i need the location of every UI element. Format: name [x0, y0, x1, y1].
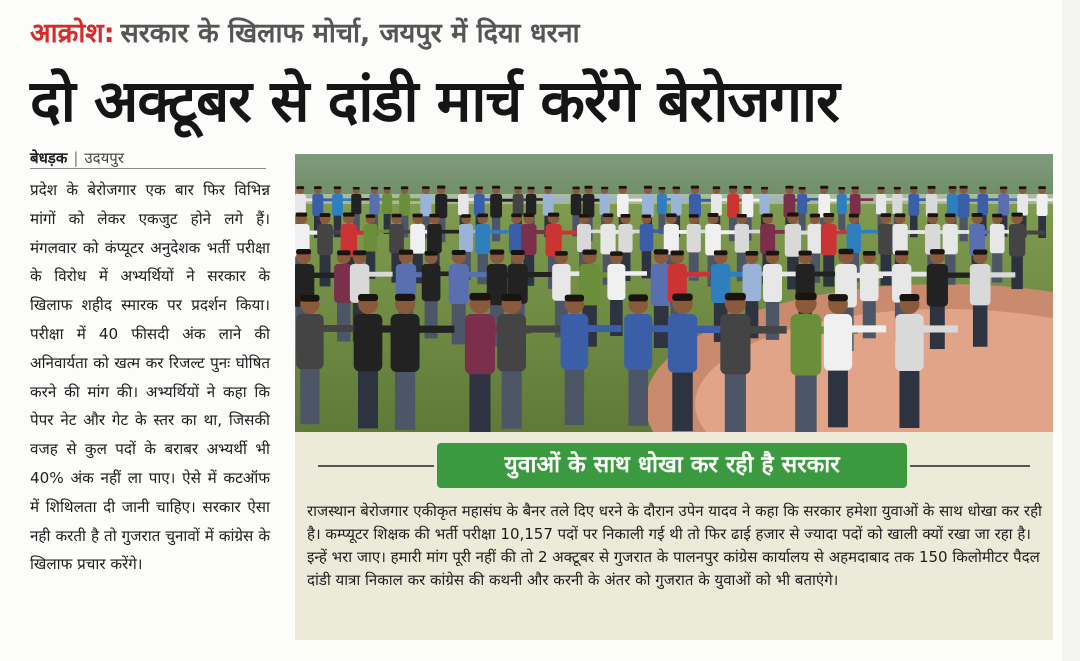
- person-hair: [469, 293, 490, 301]
- person-hair: [658, 187, 665, 189]
- person-hair: [713, 186, 721, 189]
- person-body: [459, 224, 473, 252]
- person-hair: [689, 214, 699, 218]
- person-hair: [619, 186, 627, 189]
- person-hair: [565, 295, 584, 302]
- person-hair: [620, 214, 630, 218]
- person-hair: [945, 213, 956, 217]
- person-hair: [384, 187, 391, 190]
- person-body: [785, 224, 801, 257]
- person-body: [422, 264, 441, 301]
- person-hair: [863, 251, 876, 256]
- person-hair: [353, 250, 367, 255]
- person-arm: [1047, 198, 1053, 201]
- person-body: [727, 194, 739, 218]
- person-hair: [579, 214, 589, 218]
- person-hair: [910, 186, 918, 189]
- person-hair: [823, 213, 834, 217]
- subhead-rule-right: [910, 465, 1030, 467]
- person-body: [490, 194, 502, 218]
- person-arm: [627, 199, 642, 202]
- person-body: [742, 194, 754, 217]
- person-body: [668, 314, 697, 373]
- person-hair: [320, 213, 331, 217]
- person-legs: [973, 303, 987, 346]
- byline-separator: |: [73, 149, 79, 167]
- person-hair: [795, 292, 817, 300]
- person-hair: [337, 250, 351, 255]
- person-body: [1037, 194, 1048, 216]
- person-body: [908, 194, 919, 216]
- person-arm: [553, 198, 567, 201]
- person-hair: [979, 187, 986, 190]
- person-arm: [813, 272, 838, 277]
- person-hair: [300, 295, 319, 302]
- person-hair: [460, 187, 467, 190]
- person-body: [354, 314, 383, 371]
- person-body: [389, 224, 404, 253]
- person-body: [617, 194, 629, 217]
- person-hair: [881, 213, 892, 217]
- box-paragraph: राजस्थान बेरोजगार एकीकृत महासंघ के बैनर तले दिए धरने के दौरान उपेन यादव ने कहा कि सरकार हमेशा युवाओं के साथ धोखा कर रही है। कम्प्यूटर शिक्षक की भर्ती परीक्षा 10,157 पदों पर निकाली गई थी तो फिर ढाई हजार से ज्यादा पदों को खाली क्यों रखा जा रहा है। इन्हें भरा जाए। हमारी मांग पूरी नहीं की तो 2 अक्टूबर से गुजरात के पालनपुर कांग्रेस कार्यालय से अहमदाबाद तक 150 किलोमीटर पैदल दांडी यात्रा निकाल कर कांग्रेस की कथनी और करनी के अंतर को गुजरात के युवाओं को भी बताएंगे।: [307, 502, 1042, 589]
- person-legs: [337, 301, 351, 342]
- subhead-rule-left: [318, 465, 434, 467]
- person-body: [892, 194, 902, 214]
- person-hair: [743, 186, 751, 189]
- person-body: [837, 194, 847, 214]
- person-arm: [585, 325, 621, 332]
- person-body: [760, 224, 775, 254]
- person-hair: [761, 187, 768, 190]
- person-hair: [353, 187, 360, 190]
- person-body: [640, 224, 654, 251]
- person-hair: [838, 249, 853, 254]
- person-body: [671, 194, 682, 216]
- person-hair: [477, 213, 488, 217]
- person-legs: [863, 299, 876, 338]
- person-body: [860, 264, 879, 301]
- person-body: [878, 224, 893, 255]
- person-hair: [851, 187, 858, 190]
- person-body: [351, 194, 361, 214]
- person-hair: [672, 293, 693, 300]
- person-body: [607, 264, 625, 300]
- person-arm: [860, 230, 879, 234]
- person-hair: [490, 250, 504, 255]
- person-hair: [787, 213, 798, 217]
- person-hair: [708, 213, 719, 217]
- person-arm: [440, 230, 459, 234]
- person-body: [1009, 224, 1025, 257]
- person-body: [526, 194, 536, 215]
- person-hair: [927, 213, 938, 217]
- person-body: [391, 314, 420, 372]
- person-body: [410, 224, 425, 254]
- person-hair: [729, 186, 737, 189]
- person-body: [759, 194, 769, 214]
- person-body: [296, 314, 324, 369]
- person-hair: [555, 251, 568, 256]
- person-hair: [296, 186, 304, 189]
- person-body: [821, 224, 837, 255]
- person-arm: [769, 198, 782, 201]
- person-hair: [502, 294, 522, 301]
- person-body: [571, 194, 582, 215]
- person-body: [970, 264, 991, 305]
- person-hair: [314, 186, 322, 189]
- person-hair: [745, 251, 758, 256]
- person-legs: [881, 253, 892, 285]
- person-legs: [300, 366, 319, 424]
- person-legs: [766, 300, 779, 340]
- person-hair: [810, 214, 820, 218]
- byline-source: बेधड़क: [30, 149, 68, 167]
- person-hair: [895, 213, 906, 217]
- person-legs: [795, 372, 817, 432]
- person-hair: [691, 186, 699, 189]
- person-hair: [371, 187, 378, 190]
- person-legs: [358, 368, 378, 428]
- byline-place: उदयपुर: [84, 149, 124, 167]
- person-hair: [582, 250, 596, 255]
- person-arm: [906, 230, 926, 234]
- person-hair: [429, 214, 439, 218]
- person-legs: [452, 302, 466, 344]
- person-body: [618, 224, 632, 253]
- person-hair: [654, 249, 669, 254]
- person-hair: [343, 212, 355, 216]
- person-hair: [1000, 186, 1008, 189]
- person-arm: [849, 325, 886, 332]
- person-hair: [895, 250, 909, 255]
- person-arm: [685, 272, 710, 277]
- person-body: [850, 194, 861, 215]
- person-body: [458, 194, 469, 215]
- person-hair: [785, 186, 793, 189]
- person-body: [427, 224, 442, 253]
- person-body: [978, 194, 989, 215]
- person-hair: [959, 186, 967, 189]
- person-hair: [928, 186, 936, 189]
- person-arm: [946, 273, 974, 278]
- person-hair: [452, 250, 466, 255]
- person-hair: [412, 214, 422, 218]
- person-legs: [477, 253, 488, 285]
- person-hair: [437, 186, 445, 189]
- person-body: [791, 314, 822, 375]
- person-hair: [476, 187, 483, 190]
- person-hair: [766, 251, 779, 256]
- person-hair: [714, 250, 728, 255]
- person-legs: [628, 367, 648, 426]
- person-legs: [899, 368, 919, 428]
- person-legs: [492, 217, 500, 242]
- person-legs: [395, 369, 415, 430]
- person-body: [657, 194, 667, 214]
- person-hair: [799, 251, 812, 256]
- person-body: [449, 264, 469, 304]
- person-body: [312, 194, 323, 216]
- person-arm: [526, 272, 552, 277]
- person-hair: [548, 213, 559, 217]
- person-legs: [992, 252, 1002, 283]
- person-body: [847, 224, 862, 253]
- person-body: [824, 314, 852, 371]
- person-body: [687, 224, 701, 252]
- person-legs: [469, 371, 490, 432]
- person-body: [399, 194, 410, 216]
- person-hair: [628, 294, 648, 301]
- person-body: [599, 194, 609, 215]
- person-hair: [992, 214, 1002, 218]
- person-hair: [894, 187, 901, 190]
- person-hair: [828, 294, 848, 301]
- person-arm: [624, 271, 647, 276]
- person-hair: [358, 294, 378, 301]
- person-hair: [399, 250, 413, 255]
- person-hair: [666, 213, 677, 217]
- person-body: [876, 194, 886, 214]
- person-body: [947, 194, 958, 217]
- person-arm: [921, 325, 958, 332]
- person-hair: [644, 186, 652, 189]
- person-body: [927, 264, 948, 307]
- left-column: [30, 176, 270, 579]
- person-body: [475, 224, 490, 254]
- person-hair: [514, 186, 522, 189]
- person-hair: [296, 249, 311, 254]
- person-arm: [523, 325, 560, 332]
- person-hair: [511, 250, 525, 255]
- person-legs: [828, 368, 848, 428]
- person-hair: [1011, 213, 1022, 217]
- person-hair: [395, 294, 415, 301]
- person-arm: [859, 198, 873, 201]
- person-body: [364, 224, 378, 251]
- person-body: [561, 314, 589, 369]
- protest-crowd-photo: [295, 154, 1053, 432]
- person-body: [720, 314, 750, 374]
- person-hair: [838, 187, 845, 190]
- person-hair: [366, 214, 376, 217]
- person-hair: [425, 251, 438, 256]
- person-hair: [762, 214, 772, 218]
- page-edge: [1062, 0, 1080, 661]
- photo-illustration: [295, 154, 1053, 432]
- person-body: [465, 314, 495, 374]
- person-body: [763, 264, 782, 302]
- person-hair: [725, 293, 746, 301]
- byline: [30, 148, 124, 168]
- person-legs: [1011, 255, 1022, 289]
- person-body: [332, 194, 343, 216]
- person-body: [797, 194, 807, 214]
- person-hair: [461, 214, 471, 217]
- person-body: [943, 224, 958, 254]
- person-body: [711, 194, 722, 216]
- person-hair: [422, 186, 430, 189]
- person-hair: [511, 213, 522, 217]
- person-legs: [725, 371, 746, 432]
- person-body: [600, 224, 615, 254]
- person-body: [990, 224, 1005, 253]
- person-hair: [1038, 186, 1046, 189]
- person-hair: [849, 214, 859, 218]
- person-body: [624, 314, 652, 370]
- person-legs: [565, 367, 584, 425]
- person-hair: [737, 214, 747, 218]
- person-legs: [320, 254, 331, 287]
- person-hair: [603, 213, 614, 217]
- person-hair: [670, 251, 683, 256]
- person-hair: [391, 214, 401, 218]
- person-hair: [878, 187, 885, 190]
- person-hair: [401, 186, 409, 189]
- person-body: [808, 224, 823, 253]
- person-body: [642, 194, 654, 218]
- byline-rule: [30, 168, 266, 169]
- person-hair: [334, 186, 342, 189]
- box-text: [307, 500, 1047, 592]
- person-hair: [544, 186, 552, 189]
- person-hair: [799, 187, 806, 189]
- person-hair: [1019, 186, 1027, 189]
- person-hair: [523, 213, 534, 217]
- person-body: [1017, 194, 1028, 216]
- person-legs: [959, 216, 967, 241]
- person-hair: [973, 250, 987, 255]
- person-hair: [584, 186, 592, 189]
- person-arm: [367, 272, 392, 277]
- headline: दो अक्टूबर से दांडी मार्च करेंगे बेरोजगार: [30, 67, 839, 135]
- kicker-separator: :: [103, 18, 115, 49]
- box-subhead: युवाओं के साथ धोखा कर रही है सरकार: [437, 443, 907, 488]
- person-body: [420, 194, 431, 216]
- person-arm: [321, 325, 357, 332]
- person-body: [583, 194, 595, 217]
- person-hair: [820, 186, 828, 189]
- person-body: [958, 194, 970, 218]
- person-hair: [296, 213, 307, 217]
- person-hair: [899, 294, 919, 301]
- person-body: [513, 194, 524, 216]
- kicker-text: सरकार के खिलाफ मोर्चा, जयपुर में दिया धरना: [120, 18, 580, 49]
- kicker-tag: आक्रोश: [30, 18, 104, 49]
- person-hair: [930, 249, 945, 254]
- person-body: [497, 314, 526, 371]
- person-body: [369, 194, 379, 214]
- person-arm: [417, 326, 455, 333]
- kicker: [30, 14, 580, 54]
- person-arm: [1024, 231, 1045, 235]
- person-legs: [823, 254, 834, 287]
- person-hair: [492, 186, 500, 189]
- person-arm: [747, 326, 786, 334]
- person-body: [474, 194, 485, 215]
- person-body: [998, 194, 1009, 215]
- person-hair: [610, 251, 623, 256]
- person-hair: [572, 187, 579, 190]
- person-body: [317, 224, 333, 255]
- person-arm: [806, 198, 819, 200]
- person-hair: [601, 187, 608, 190]
- person-body: [382, 194, 392, 214]
- person-body: [577, 224, 591, 252]
- person-legs: [502, 369, 522, 429]
- person-legs: [672, 370, 693, 432]
- person-body: [543, 194, 554, 216]
- person-arm: [988, 272, 1015, 277]
- left-column-text: प्रदेश के बेरोजगार एक बार फिर विभिन्न मांगों को लेकर एकजुट होने लगे हैं। मंगलवार को कंप्यूटर अनुदेशक भर्ती परीक्षा के विरोध में अभ्यर्थियों ने सरकार के खिलाफ शहीद स्मारक पर प्रदर्शन किया। परीक्षा में 40 फीसदी अंक लाने की अनिवार्यता को खत्म कर रिजल्ट पुनः घोषित करने की मांग की। अभ्यर्थियों ने कहा कि पेपर नेट और गेट के स्तर का था, जिसकी वजह से कुल पदों के बराबर अभ्यर्थी भी 40% अंक नहीं ला पाए। ऐसे में कटऑफ में शिथिलता दी जानी चाहिए। सरकार ऐसा नही करती है तो गुजरात चुनावों में कांग्रेस के खिलाफ प्रचार करेंगे।: [30, 181, 270, 574]
- person-hair: [949, 186, 957, 189]
- person-body: [895, 314, 924, 371]
- person-hair: [527, 187, 534, 190]
- person-hair: [673, 186, 681, 189]
- person-hair: [972, 213, 983, 217]
- person-body: [892, 224, 907, 255]
- person-hair: [642, 214, 652, 217]
- person-arm: [489, 230, 509, 234]
- person-body: [735, 224, 749, 253]
